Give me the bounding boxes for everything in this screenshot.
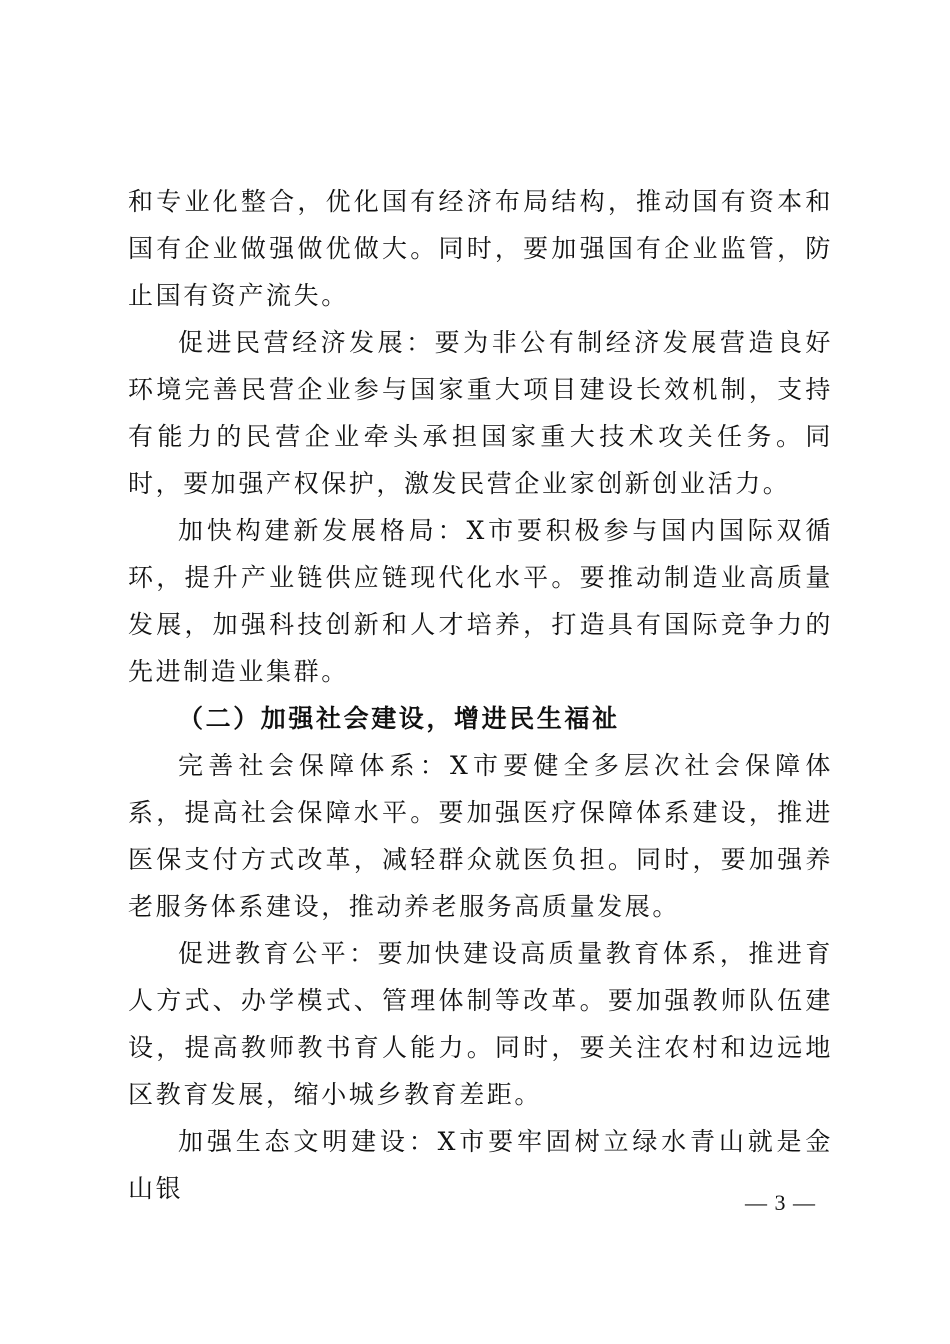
document-body (128, 178, 833, 1212)
section-heading-social-construction: （二）加强社会建设，增进民生福祉 (178, 704, 620, 733)
paragraph-new-development-pattern: 加快构建新发展格局：X市要积极参与国内国际双循环，提升产业链供应链现代化水平。要推动制造业高质量发展，加强科技创新和人才培养，打造具有国际竞争力的先进制造业集群。 (128, 516, 833, 686)
paragraph-social-security: 完善社会保障体系：X市要健全多层次社会保障体系，提高社会保障水平。要加强医疗保障体系建设，推进医保支付方式改革，减轻群众就医负担。同时，要加强养老服务体系建设，推动养老服务高质量发展。 (128, 751, 833, 921)
paragraph-private-economy: 促进民营经济发展：要为非公有制经济发展营造良好环境完善民营企业参与国家重大项目建设长效机制，支持有能力的民营企业牵头承担国家重大技术攻关任务。同时，要加强产权保护，激发民营企业家创新创业活力。 (128, 328, 833, 498)
paragraph-state-economy-continued: 和专业化整合，优化国有经济布局结构，推动国有资本和国有企业做强做优做大。同时，要加强国有企业监管，防止国有资产流失。 (128, 187, 833, 310)
paragraph-education-equity: 促进教育公平：要加快建设高质量教育体系，推进育人方式、办学模式、管理体制等改革。要加强教师队伍建设，提高教师教书育人能力。同时，要关注农村和边远地区教育发展，缩小城乡教育差距。 (128, 939, 833, 1109)
paragraph-ecological-civilization: 加强生态文明建设：X市要牢固树立绿水青山就是金山银 (128, 1127, 833, 1203)
page-number: — 3 — (745, 1190, 816, 1215)
